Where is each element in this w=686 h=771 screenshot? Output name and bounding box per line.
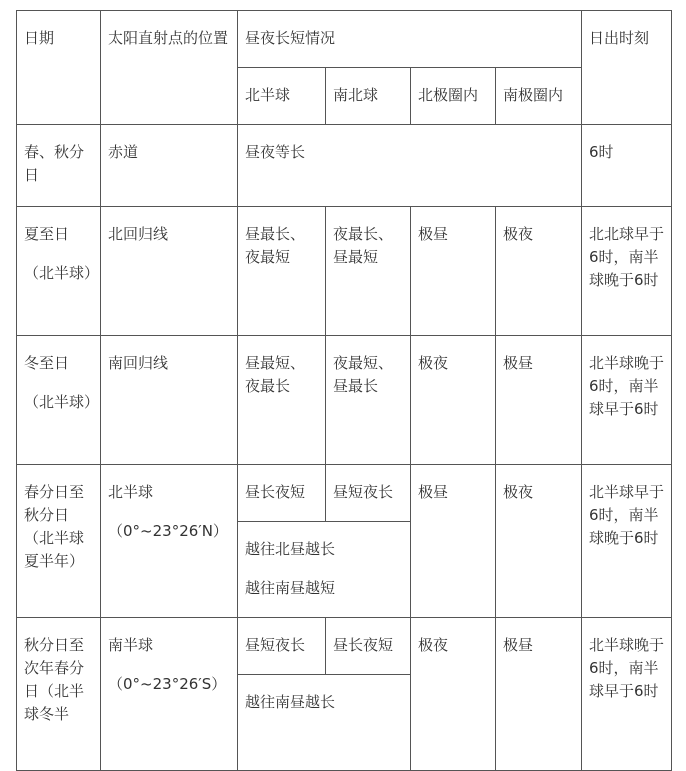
cell-sunrise: 北半球晚于6时，南半球早于6时 xyxy=(582,618,672,771)
cell-arctic: 极夜 xyxy=(411,336,496,465)
cell-position xyxy=(101,465,238,618)
table-row-autumn-to-spring xyxy=(17,618,672,675)
cell-day-night: 昼夜等长 xyxy=(238,125,582,207)
cell-position: 南回归线 xyxy=(101,336,238,465)
cell-trend: 越往南昼越长 xyxy=(238,675,411,771)
solar-position-table xyxy=(16,10,672,771)
cell-south: 昼长夜短 xyxy=(326,618,411,675)
cell-antarctic: 极夜 xyxy=(496,207,582,336)
date-label: 夏至日 xyxy=(24,225,70,243)
cell-north: 昼短夜长 xyxy=(238,618,326,675)
header-sunrise: 日出时刻 xyxy=(582,11,672,125)
position-label: 北半球 xyxy=(108,483,154,501)
cell-position xyxy=(101,618,238,771)
date-label: 冬至日 xyxy=(24,354,70,372)
cell-sunrise: 北半球晚于6时，南半球早于6时 xyxy=(582,336,672,465)
cell-antarctic: 极昼 xyxy=(496,618,582,771)
table-row-spring-to-autumn xyxy=(17,465,672,522)
cell-south: 昼短夜长 xyxy=(326,465,411,522)
cell-date xyxy=(17,207,101,336)
position-label: 南半球 xyxy=(108,636,154,654)
cell-north: 昼长夜短 xyxy=(238,465,326,522)
cell-antarctic: 极昼 xyxy=(496,336,582,465)
cell-arctic: 极昼 xyxy=(411,465,496,618)
header-date: 日期 xyxy=(17,11,101,125)
table-row-equinox xyxy=(17,125,672,207)
header-sun-position: 太阳直射点的位置 xyxy=(101,11,238,125)
cell-antarctic: 极夜 xyxy=(496,465,582,618)
table-row-summer-solstice xyxy=(17,207,672,336)
cell-date: 秋分日至次年春分日（北半球冬半 xyxy=(17,618,101,771)
cell-arctic: 极夜 xyxy=(411,618,496,771)
header-north-hemisphere: 北半球 xyxy=(238,68,326,125)
cell-sunrise: 北北球早于6时，南半球晚于6时 xyxy=(582,207,672,336)
trend-line: 越往南昼越短 xyxy=(245,579,336,597)
cell-sunrise: 6时 xyxy=(582,125,672,207)
date-note: （北半球） xyxy=(24,264,100,282)
date-note: （北半球） xyxy=(24,393,100,411)
cell-trend xyxy=(238,522,411,618)
cell-position: 赤道 xyxy=(101,125,238,207)
cell-north: 昼最长、夜最短 xyxy=(238,207,326,336)
header-arctic: 北极圈内 xyxy=(411,68,496,125)
header-day-night: 昼夜长短情况 xyxy=(238,11,582,68)
cell-south: 夜最长、昼最短 xyxy=(326,207,411,336)
position-range: （0°~23°26′S） xyxy=(108,675,227,693)
cell-position: 北回归线 xyxy=(101,207,238,336)
cell-sunrise: 北半球早于6时，南半球晚于6时 xyxy=(582,465,672,618)
cell-arctic: 极昼 xyxy=(411,207,496,336)
cell-north: 昼最短、夜最长 xyxy=(238,336,326,465)
cell-date: 春、秋分日 xyxy=(17,125,101,207)
header-south-north-hemisphere: 南北球 xyxy=(326,68,411,125)
cell-date: 春分日至秋分日（北半球夏半年） xyxy=(17,465,101,618)
cell-date xyxy=(17,336,101,465)
cell-south: 夜最短、昼最长 xyxy=(326,336,411,465)
trend-line: 越往北昼越长 xyxy=(245,540,336,558)
position-range: （0°~23°26′N） xyxy=(108,522,228,540)
header-antarctic: 南极圈内 xyxy=(496,68,582,125)
table-row-winter-solstice xyxy=(17,336,672,465)
